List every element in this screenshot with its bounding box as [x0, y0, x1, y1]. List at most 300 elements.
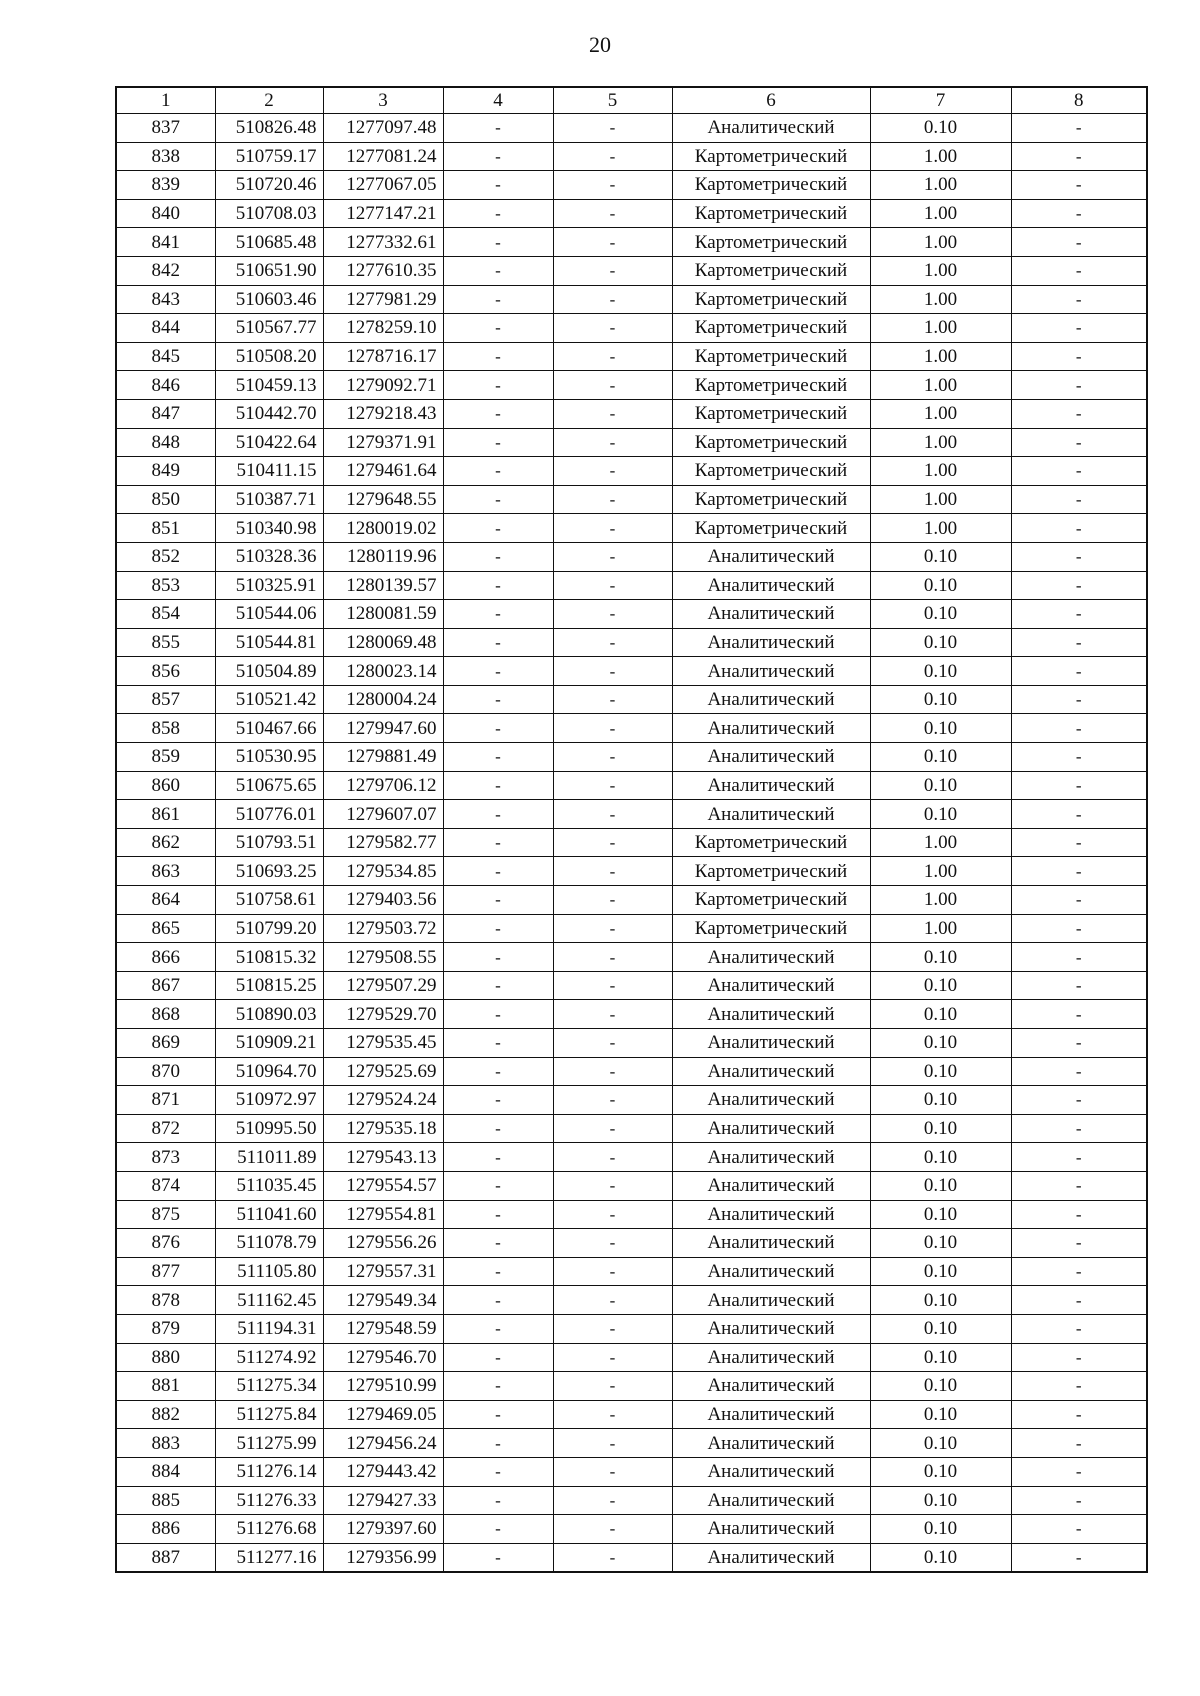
col4-cell: -: [443, 714, 553, 743]
col4-cell: -: [443, 600, 553, 629]
col4-cell: -: [443, 1515, 553, 1544]
y-coordinate-cell: 1277147.21: [323, 199, 443, 228]
accuracy-cell: 0.10: [870, 1429, 1011, 1458]
accuracy-cell: 1.00: [870, 142, 1011, 171]
col4-cell: -: [443, 943, 553, 972]
col8-cell: -: [1011, 457, 1147, 486]
col5-cell: -: [553, 1114, 672, 1143]
y-coordinate-cell: 1279607.07: [323, 800, 443, 829]
point-number-cell: 877: [116, 1257, 215, 1286]
x-coordinate-cell: 511276.68: [215, 1515, 323, 1544]
method-cell: Картометрический: [672, 142, 870, 171]
col8-cell: -: [1011, 285, 1147, 314]
table-row: [116, 542, 1147, 571]
x-coordinate-cell: 511276.14: [215, 1457, 323, 1486]
table-row: [116, 971, 1147, 1000]
y-coordinate-cell: 1279557.31: [323, 1257, 443, 1286]
col5-cell: -: [553, 114, 672, 143]
col8-cell: -: [1011, 971, 1147, 1000]
point-number-cell: 870: [116, 1057, 215, 1086]
col8-cell: -: [1011, 743, 1147, 772]
point-number-cell: 852: [116, 542, 215, 571]
col5-cell: -: [553, 1057, 672, 1086]
col4-cell: -: [443, 114, 553, 143]
x-coordinate-cell: 510890.03: [215, 1000, 323, 1029]
y-coordinate-cell: 1279461.64: [323, 457, 443, 486]
table-row: [116, 943, 1147, 972]
y-coordinate-cell: 1279456.24: [323, 1429, 443, 1458]
col4-cell: -: [443, 1114, 553, 1143]
accuracy-cell: 0.10: [870, 1314, 1011, 1343]
col8-cell: -: [1011, 1257, 1147, 1286]
col5-cell: -: [553, 1372, 672, 1401]
column-header: 2: [215, 87, 323, 114]
y-coordinate-cell: 1280081.59: [323, 600, 443, 629]
accuracy-cell: 1.00: [870, 171, 1011, 200]
col4-cell: -: [443, 1429, 553, 1458]
table-row: [116, 171, 1147, 200]
point-number-cell: 881: [116, 1372, 215, 1401]
method-cell: Аналитический: [672, 571, 870, 600]
method-cell: Аналитический: [672, 1143, 870, 1172]
col4-cell: -: [443, 199, 553, 228]
col5-cell: -: [553, 1515, 672, 1544]
col4-cell: -: [443, 1143, 553, 1172]
col8-cell: -: [1011, 886, 1147, 915]
accuracy-cell: 0.10: [870, 542, 1011, 571]
col8-cell: -: [1011, 1143, 1147, 1172]
col5-cell: -: [553, 971, 672, 1000]
method-cell: Аналитический: [672, 1457, 870, 1486]
col4-cell: -: [443, 428, 553, 457]
col8-cell: -: [1011, 1114, 1147, 1143]
col8-cell: -: [1011, 1171, 1147, 1200]
col4-cell: -: [443, 171, 553, 200]
y-coordinate-cell: 1279648.55: [323, 485, 443, 514]
accuracy-cell: 1.00: [870, 514, 1011, 543]
col8-cell: -: [1011, 828, 1147, 857]
col8-cell: -: [1011, 657, 1147, 686]
col4-cell: -: [443, 1057, 553, 1086]
col5-cell: -: [553, 1486, 672, 1515]
col8-cell: -: [1011, 1486, 1147, 1515]
col8-cell: -: [1011, 342, 1147, 371]
point-number-cell: 860: [116, 771, 215, 800]
table-row: [116, 1343, 1147, 1372]
col8-cell: -: [1011, 171, 1147, 200]
col8-cell: -: [1011, 800, 1147, 829]
col8-cell: -: [1011, 1086, 1147, 1115]
table-row: [116, 1200, 1147, 1229]
col4-cell: -: [443, 1200, 553, 1229]
x-coordinate-cell: 510567.77: [215, 314, 323, 343]
table-row: [116, 1429, 1147, 1458]
point-number-cell: 874: [116, 1171, 215, 1200]
col5-cell: -: [553, 1171, 672, 1200]
col5-cell: -: [553, 1343, 672, 1372]
x-coordinate-cell: 510759.17: [215, 142, 323, 171]
x-coordinate-cell: 511011.89: [215, 1143, 323, 1172]
col4-cell: -: [443, 685, 553, 714]
col8-cell: -: [1011, 771, 1147, 800]
col8-cell: -: [1011, 1343, 1147, 1372]
accuracy-cell: 1.00: [870, 399, 1011, 428]
method-cell: Аналитический: [672, 1400, 870, 1429]
accuracy-cell: 0.10: [870, 714, 1011, 743]
col8-cell: -: [1011, 1200, 1147, 1229]
col8-cell: -: [1011, 1000, 1147, 1029]
accuracy-cell: 1.00: [870, 371, 1011, 400]
point-number-cell: 867: [116, 971, 215, 1000]
x-coordinate-cell: 511041.60: [215, 1200, 323, 1229]
accuracy-cell: 1.00: [870, 914, 1011, 943]
y-coordinate-cell: 1280119.96: [323, 542, 443, 571]
accuracy-cell: 1.00: [870, 228, 1011, 257]
method-cell: Картометрический: [672, 399, 870, 428]
accuracy-cell: 0.10: [870, 1372, 1011, 1401]
col5-cell: -: [553, 1400, 672, 1429]
x-coordinate-cell: 510826.48: [215, 114, 323, 143]
method-cell: Картометрический: [672, 514, 870, 543]
method-cell: Картометрический: [672, 371, 870, 400]
col4-cell: -: [443, 1000, 553, 1029]
column-header: 4: [443, 87, 553, 114]
accuracy-cell: 0.10: [870, 1114, 1011, 1143]
column-header: 5: [553, 87, 672, 114]
table-header-row: [116, 87, 1147, 114]
method-cell: Картометрический: [672, 314, 870, 343]
y-coordinate-cell: 1279881.49: [323, 743, 443, 772]
col4-cell: -: [443, 857, 553, 886]
method-cell: Аналитический: [672, 1515, 870, 1544]
point-number-cell: 873: [116, 1143, 215, 1172]
col5-cell: -: [553, 914, 672, 943]
table-row: [116, 457, 1147, 486]
table-row: [116, 1372, 1147, 1401]
point-number-cell: 880: [116, 1343, 215, 1372]
accuracy-cell: 0.10: [870, 1029, 1011, 1058]
table-row: [116, 314, 1147, 343]
col8-cell: -: [1011, 1057, 1147, 1086]
x-coordinate-cell: 511275.84: [215, 1400, 323, 1429]
col5-cell: -: [553, 485, 672, 514]
col4-cell: -: [443, 886, 553, 915]
point-number-cell: 865: [116, 914, 215, 943]
y-coordinate-cell: 1279556.26: [323, 1229, 443, 1258]
col5-cell: -: [553, 199, 672, 228]
accuracy-cell: 1.00: [870, 485, 1011, 514]
col5-cell: -: [553, 457, 672, 486]
x-coordinate-cell: 510815.32: [215, 943, 323, 972]
accuracy-cell: 1.00: [870, 828, 1011, 857]
x-coordinate-cell: 511035.45: [215, 1171, 323, 1200]
point-number-cell: 850: [116, 485, 215, 514]
x-coordinate-cell: 510909.21: [215, 1029, 323, 1058]
col8-cell: -: [1011, 1372, 1147, 1401]
y-coordinate-cell: 1280019.02: [323, 514, 443, 543]
method-cell: Аналитический: [672, 600, 870, 629]
y-coordinate-cell: 1277067.05: [323, 171, 443, 200]
y-coordinate-cell: 1279469.05: [323, 1400, 443, 1429]
col4-cell: -: [443, 542, 553, 571]
y-coordinate-cell: 1279947.60: [323, 714, 443, 743]
col4-cell: -: [443, 828, 553, 857]
y-coordinate-cell: 1279510.99: [323, 1372, 443, 1401]
y-coordinate-cell: 1279371.91: [323, 428, 443, 457]
accuracy-cell: 0.10: [870, 1286, 1011, 1315]
point-number-cell: 871: [116, 1086, 215, 1115]
col4-cell: -: [443, 771, 553, 800]
point-number-cell: 838: [116, 142, 215, 171]
accuracy-cell: 0.10: [870, 771, 1011, 800]
accuracy-cell: 1.00: [870, 342, 1011, 371]
point-number-cell: 882: [116, 1400, 215, 1429]
col4-cell: -: [443, 1171, 553, 1200]
table-row: [116, 485, 1147, 514]
x-coordinate-cell: 510685.48: [215, 228, 323, 257]
col4-cell: -: [443, 1343, 553, 1372]
y-coordinate-cell: 1277610.35: [323, 256, 443, 285]
accuracy-cell: 1.00: [870, 285, 1011, 314]
y-coordinate-cell: 1277081.24: [323, 142, 443, 171]
x-coordinate-cell: 510675.65: [215, 771, 323, 800]
x-coordinate-cell: 510467.66: [215, 714, 323, 743]
accuracy-cell: 0.10: [870, 1457, 1011, 1486]
table-row: [116, 1400, 1147, 1429]
x-coordinate-cell: 510603.46: [215, 285, 323, 314]
col8-cell: -: [1011, 142, 1147, 171]
col8-cell: -: [1011, 571, 1147, 600]
x-coordinate-cell: 510508.20: [215, 342, 323, 371]
accuracy-cell: 1.00: [870, 314, 1011, 343]
x-coordinate-cell: 510964.70: [215, 1057, 323, 1086]
method-cell: Аналитический: [672, 1171, 870, 1200]
col4-cell: -: [443, 914, 553, 943]
x-coordinate-cell: 511277.16: [215, 1543, 323, 1572]
y-coordinate-cell: 1279443.42: [323, 1457, 443, 1486]
x-coordinate-cell: 510708.03: [215, 199, 323, 228]
y-coordinate-cell: 1279525.69: [323, 1057, 443, 1086]
x-coordinate-cell: 510530.95: [215, 743, 323, 772]
col4-cell: -: [443, 514, 553, 543]
method-cell: Аналитический: [672, 1229, 870, 1258]
x-coordinate-cell: 510340.98: [215, 514, 323, 543]
y-coordinate-cell: 1277981.29: [323, 285, 443, 314]
y-coordinate-cell: 1279706.12: [323, 771, 443, 800]
x-coordinate-cell: 510442.70: [215, 399, 323, 428]
accuracy-cell: 1.00: [870, 256, 1011, 285]
point-number-cell: 842: [116, 256, 215, 285]
point-number-cell: 884: [116, 1457, 215, 1486]
table-row: [116, 371, 1147, 400]
table-row: [116, 886, 1147, 915]
col5-cell: -: [553, 771, 672, 800]
point-number-cell: 843: [116, 285, 215, 314]
point-number-cell: 855: [116, 628, 215, 657]
accuracy-cell: 0.10: [870, 1257, 1011, 1286]
x-coordinate-cell: 510995.50: [215, 1114, 323, 1143]
table-row: [116, 285, 1147, 314]
accuracy-cell: 0.10: [870, 685, 1011, 714]
x-coordinate-cell: 510325.91: [215, 571, 323, 600]
col5-cell: -: [553, 628, 672, 657]
col4-cell: -: [443, 1400, 553, 1429]
col5-cell: -: [553, 943, 672, 972]
col5-cell: -: [553, 1543, 672, 1572]
method-cell: Аналитический: [672, 1029, 870, 1058]
method-cell: Картометрический: [672, 886, 870, 915]
col4-cell: -: [443, 571, 553, 600]
method-cell: Аналитический: [672, 1057, 870, 1086]
table-row: [116, 1515, 1147, 1544]
col4-cell: -: [443, 1314, 553, 1343]
method-cell: Картометрический: [672, 828, 870, 857]
col5-cell: -: [553, 1257, 672, 1286]
accuracy-cell: 0.10: [870, 628, 1011, 657]
point-number-cell: 845: [116, 342, 215, 371]
table-row: [116, 1086, 1147, 1115]
x-coordinate-cell: 510544.06: [215, 600, 323, 629]
method-cell: Картометрический: [672, 171, 870, 200]
table-row: [116, 857, 1147, 886]
table-row: [116, 199, 1147, 228]
point-number-cell: 876: [116, 1229, 215, 1258]
y-coordinate-cell: 1279554.57: [323, 1171, 443, 1200]
col5-cell: -: [553, 542, 672, 571]
col5-cell: -: [553, 371, 672, 400]
method-cell: Аналитический: [672, 114, 870, 143]
method-cell: Аналитический: [672, 1200, 870, 1229]
x-coordinate-cell: 510799.20: [215, 914, 323, 943]
x-coordinate-cell: 511274.92: [215, 1343, 323, 1372]
col5-cell: -: [553, 1200, 672, 1229]
y-coordinate-cell: 1279529.70: [323, 1000, 443, 1029]
point-number-cell: 856: [116, 657, 215, 686]
y-coordinate-cell: 1279427.33: [323, 1486, 443, 1515]
table-body: [116, 87, 1147, 1572]
y-coordinate-cell: 1279397.60: [323, 1515, 443, 1544]
col8-cell: -: [1011, 314, 1147, 343]
y-coordinate-cell: 1279554.81: [323, 1200, 443, 1229]
y-coordinate-cell: 1278716.17: [323, 342, 443, 371]
x-coordinate-cell: 511162.45: [215, 1286, 323, 1315]
x-coordinate-cell: 510504.89: [215, 657, 323, 686]
col8-cell: -: [1011, 199, 1147, 228]
accuracy-cell: 0.10: [870, 1086, 1011, 1115]
col4-cell: -: [443, 485, 553, 514]
col5-cell: -: [553, 600, 672, 629]
y-coordinate-cell: 1279534.85: [323, 857, 443, 886]
col5-cell: -: [553, 1314, 672, 1343]
accuracy-cell: 0.10: [870, 743, 1011, 772]
col8-cell: -: [1011, 857, 1147, 886]
col4-cell: -: [443, 1372, 553, 1401]
accuracy-cell: 0.10: [870, 1057, 1011, 1086]
point-number-cell: 863: [116, 857, 215, 886]
accuracy-cell: 0.10: [870, 971, 1011, 1000]
method-cell: Аналитический: [672, 542, 870, 571]
col8-cell: -: [1011, 628, 1147, 657]
method-cell: Аналитический: [672, 628, 870, 657]
x-coordinate-cell: 510758.61: [215, 886, 323, 915]
col8-cell: -: [1011, 1229, 1147, 1258]
table-row: [116, 399, 1147, 428]
x-coordinate-cell: 510651.90: [215, 256, 323, 285]
table-row: [116, 914, 1147, 943]
method-cell: Аналитический: [672, 1086, 870, 1115]
col5-cell: -: [553, 256, 672, 285]
col8-cell: -: [1011, 1286, 1147, 1315]
col4-cell: -: [443, 1229, 553, 1258]
table-row: [116, 1229, 1147, 1258]
accuracy-cell: 1.00: [870, 457, 1011, 486]
col5-cell: -: [553, 1029, 672, 1058]
col5-cell: -: [553, 1429, 672, 1458]
col5-cell: -: [553, 714, 672, 743]
y-coordinate-cell: 1280004.24: [323, 685, 443, 714]
col5-cell: -: [553, 657, 672, 686]
method-cell: Картометрический: [672, 428, 870, 457]
col8-cell: -: [1011, 1429, 1147, 1458]
col5-cell: -: [553, 228, 672, 257]
col4-cell: -: [443, 971, 553, 1000]
x-coordinate-cell: 511105.80: [215, 1257, 323, 1286]
y-coordinate-cell: 1279508.55: [323, 943, 443, 972]
point-number-cell: 859: [116, 743, 215, 772]
table-row: [116, 1257, 1147, 1286]
table-row: [116, 714, 1147, 743]
col8-cell: -: [1011, 1314, 1147, 1343]
col4-cell: -: [443, 285, 553, 314]
x-coordinate-cell: 510387.71: [215, 485, 323, 514]
x-coordinate-cell: 511078.79: [215, 1229, 323, 1258]
column-header: 8: [1011, 87, 1147, 114]
col8-cell: -: [1011, 514, 1147, 543]
point-number-cell: 875: [116, 1200, 215, 1229]
col8-cell: -: [1011, 1400, 1147, 1429]
point-number-cell: 847: [116, 399, 215, 428]
method-cell: Картометрический: [672, 228, 870, 257]
col5-cell: -: [553, 571, 672, 600]
table-row: [116, 1543, 1147, 1572]
col8-cell: -: [1011, 600, 1147, 629]
col4-cell: -: [443, 1457, 553, 1486]
method-cell: Аналитический: [672, 1257, 870, 1286]
col8-cell: -: [1011, 542, 1147, 571]
table-row: [116, 800, 1147, 829]
y-coordinate-cell: 1279543.13: [323, 1143, 443, 1172]
col8-cell: -: [1011, 914, 1147, 943]
method-cell: Аналитический: [672, 1543, 870, 1572]
accuracy-cell: 0.10: [870, 1200, 1011, 1229]
x-coordinate-cell: 510776.01: [215, 800, 323, 829]
method-cell: Картометрический: [672, 342, 870, 371]
accuracy-cell: 1.00: [870, 886, 1011, 915]
accuracy-cell: 0.10: [870, 800, 1011, 829]
accuracy-cell: 0.10: [870, 1229, 1011, 1258]
method-cell: Аналитический: [672, 771, 870, 800]
col8-cell: -: [1011, 228, 1147, 257]
point-number-cell: 846: [116, 371, 215, 400]
accuracy-cell: 1.00: [870, 857, 1011, 886]
table-row: [116, 142, 1147, 171]
method-cell: Картометрический: [672, 285, 870, 314]
x-coordinate-cell: 510720.46: [215, 171, 323, 200]
col8-cell: -: [1011, 114, 1147, 143]
col8-cell: -: [1011, 256, 1147, 285]
method-cell: Аналитический: [672, 1343, 870, 1372]
accuracy-cell: 0.10: [870, 1486, 1011, 1515]
